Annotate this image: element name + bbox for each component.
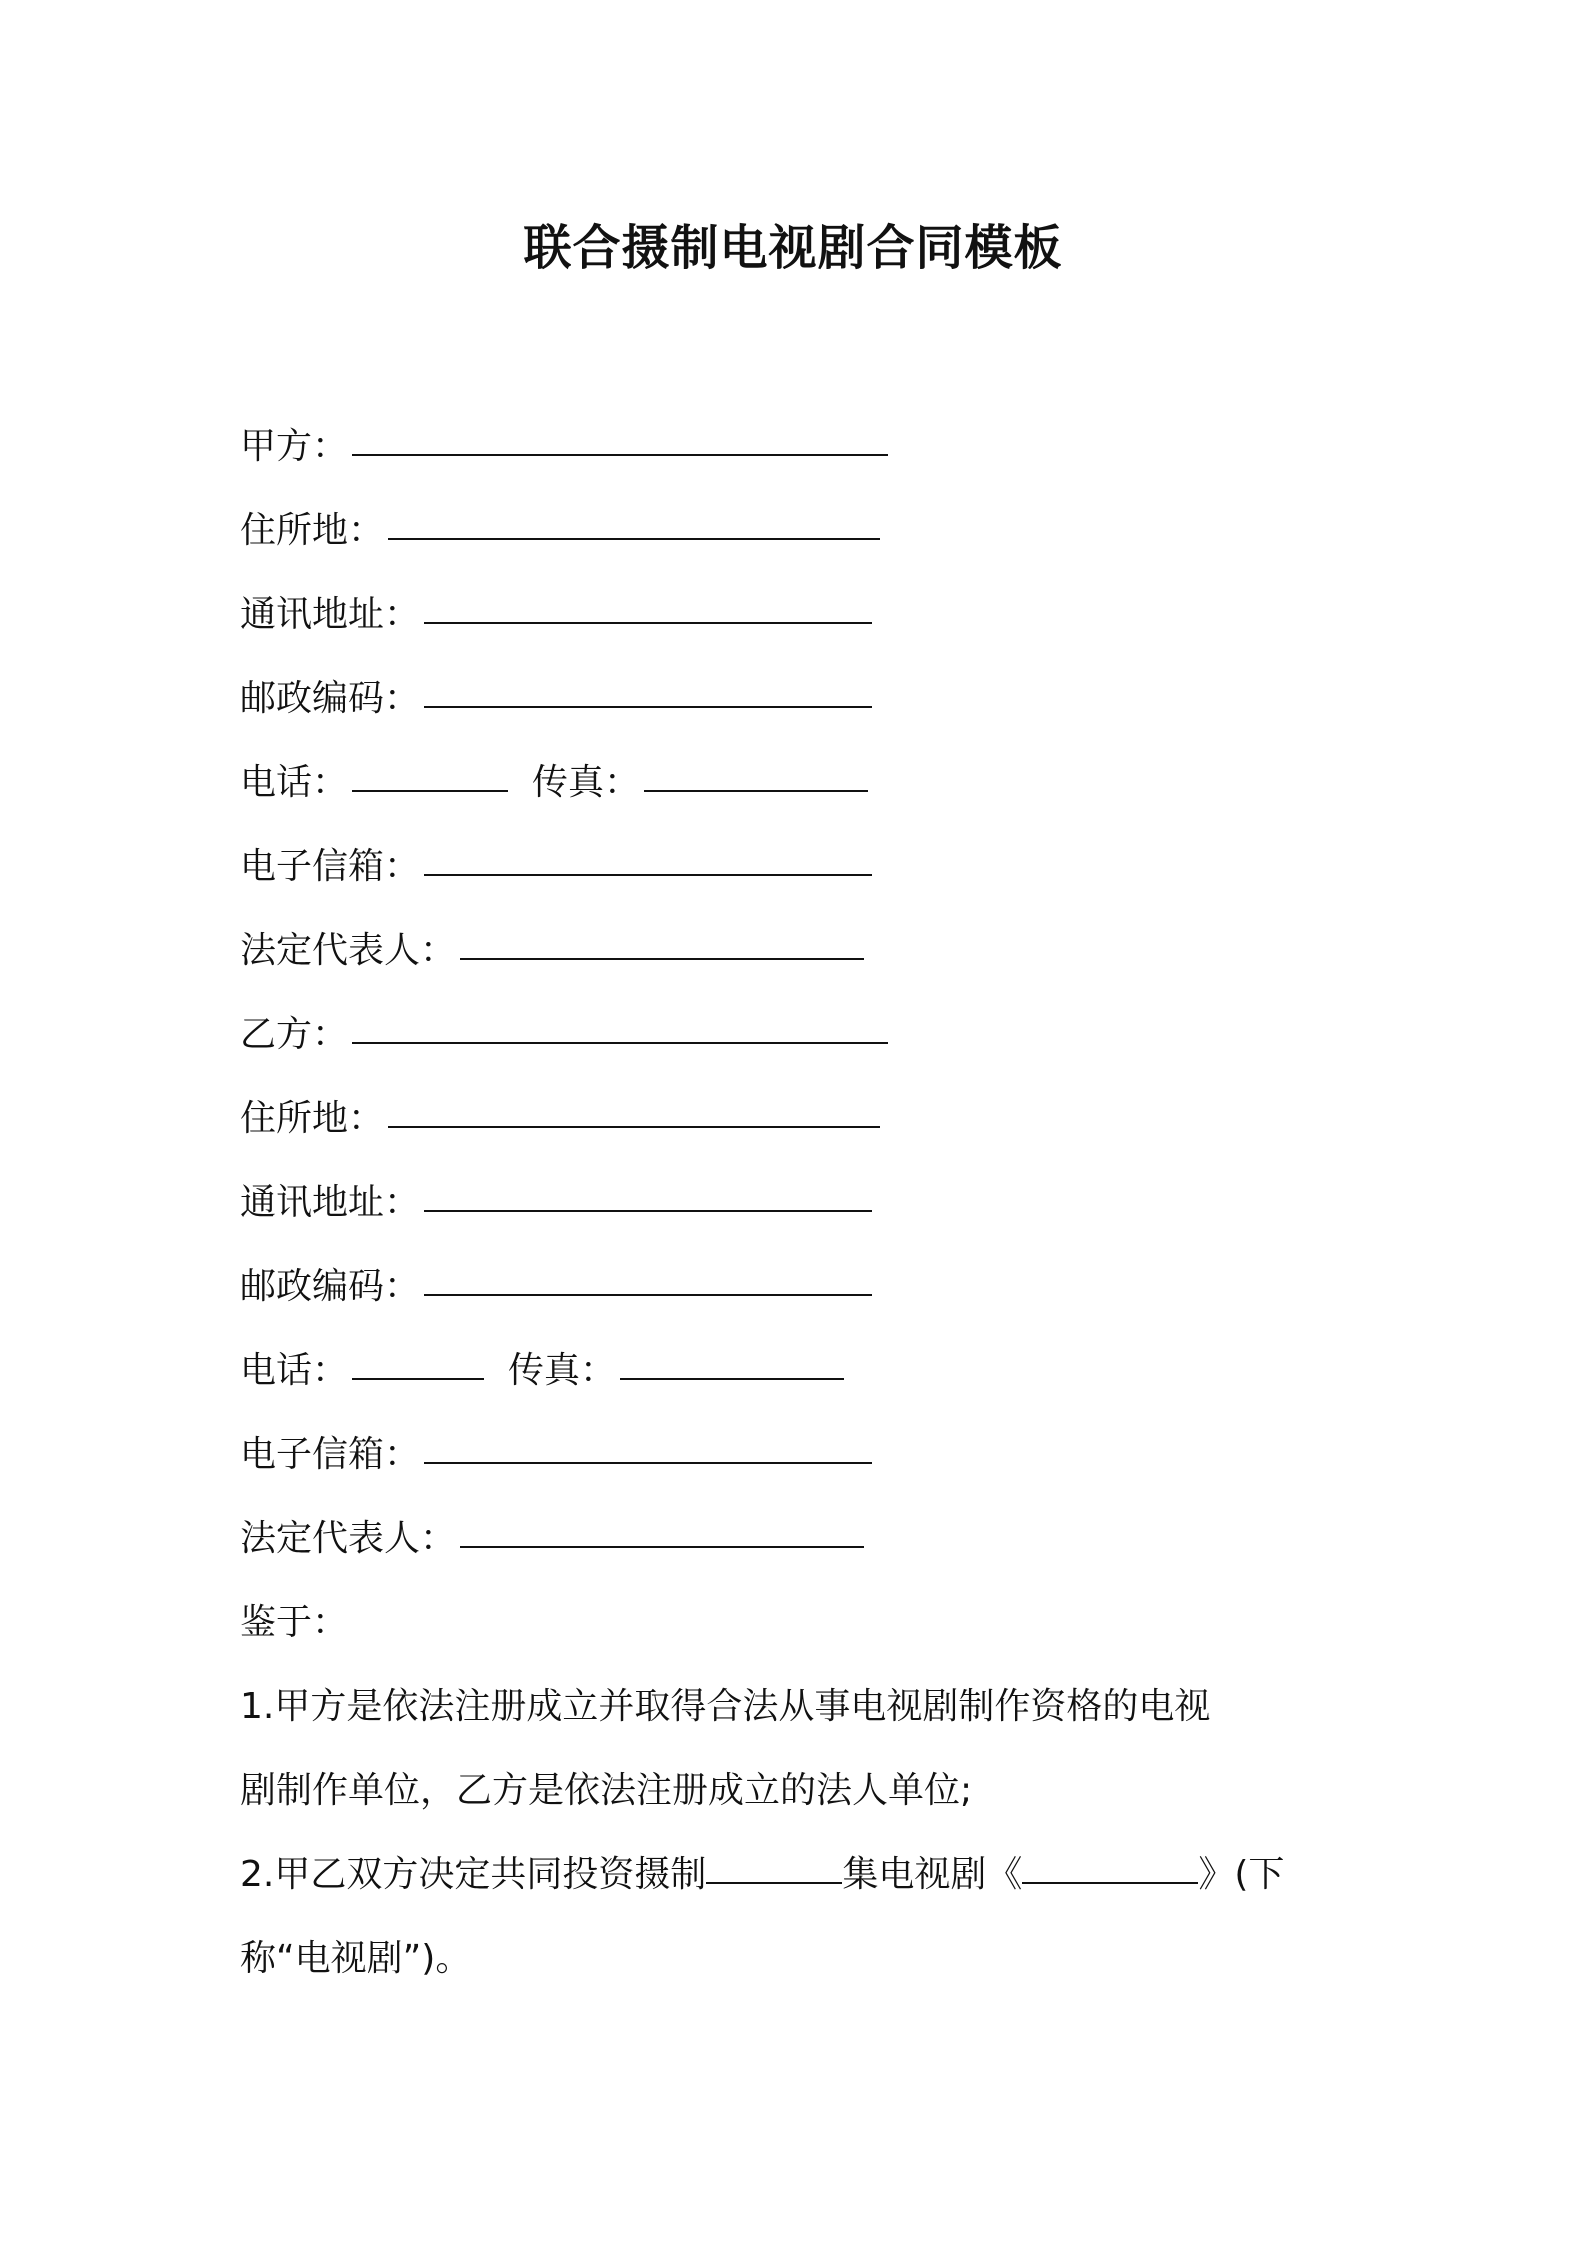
party-b-postal-field[interactable] [424,1294,872,1296]
party-b-fax-field[interactable] [620,1378,844,1380]
party-a-mailing-label: 通讯地址： [240,594,421,635]
party-b-email-row [240,1413,1360,1497]
party-b-name-field[interactable] [352,1042,888,1044]
party-a-email-field[interactable] [424,874,872,876]
party-a-name-field[interactable] [352,454,888,456]
episode-count-blank[interactable] [706,1882,842,1884]
drama-title-blank[interactable] [1022,1882,1198,1884]
recital-item-1-line-2: 剧制作单位，乙方是依法注册成立的法人单位; [240,1770,973,1811]
party-b-name-row [240,993,1360,1077]
recital-item-2-text-a: 2.甲乙双方决定共同投资摄制 [240,1854,707,1895]
party-a-name-row [240,405,1360,489]
recital-item-2-text-b: 集电视剧《 [842,1854,1023,1895]
party-a-legal-rep-field[interactable] [460,958,864,960]
party-b-legal-rep-label: 法定代表人： [240,1518,457,1559]
party-a-address-label: 住所地： [240,510,385,551]
party-a-phone-fax-row [240,741,1360,825]
party-b-legal-rep-row [240,1497,1360,1581]
party-a-legal-rep-label: 法定代表人： [240,930,457,971]
party-b-mailing-field[interactable] [424,1210,872,1212]
party-b-mailing-label: 通讯地址： [240,1182,421,1223]
party-b-phone-field[interactable] [352,1378,484,1380]
party-b-postal-label: 邮政编码： [240,1266,421,1307]
party-b-legal-rep-field[interactable] [460,1546,864,1548]
party-a-fax-field[interactable] [644,790,868,792]
party-b-phone-fax-row [240,1329,1360,1413]
party-a-mailing-field[interactable] [424,622,872,624]
party-b-mailing-row [240,1161,1360,1245]
party-a-name-label: 甲方： [240,426,349,467]
party-a-postal-field[interactable] [424,706,872,708]
document-title: 联合摄制电视剧合同模板 [523,220,1063,276]
party-a-mailing-row [240,573,1360,657]
recital-item-2-line-2: 称“电视剧”)。 [240,1938,472,1979]
party-a-fax-label: 传真： [532,762,641,803]
party-b-postal-row [240,1245,1360,1329]
party-b-address-label: 住所地： [240,1098,385,1139]
party-b-address-field[interactable] [388,1126,880,1128]
party-a-address-field[interactable] [388,538,880,540]
party-b-fax-label: 传真： [508,1350,617,1391]
party-a-email-label: 电子信箱： [240,846,421,887]
recitals-heading: 鉴于： [240,1602,349,1643]
party-b-address-row [240,1077,1360,1161]
document-body [240,405,1360,2001]
party-a-postal-label: 邮政编码： [240,678,421,719]
party-a-phone-label: 电话： [240,762,349,803]
party-a-address-row [240,489,1360,573]
party-b-name-label: 乙方： [240,1014,349,1055]
recital-item-1-line-1: 1.甲方是依法注册成立并取得合法从事电视剧制作资格的电视 [240,1686,1211,1727]
party-b-email-label: 电子信箱： [240,1434,421,1475]
party-b-phone-label: 电话： [240,1350,349,1391]
party-b-email-field[interactable] [424,1462,872,1464]
party-a-email-row [240,825,1360,909]
party-a-postal-row [240,657,1360,741]
recital-item-2-line-1 [240,1833,1360,1917]
recital-item-2-text-c: 》(下 [1198,1854,1285,1895]
party-a-legal-rep-row [240,909,1360,993]
party-a-phone-field[interactable] [352,790,508,792]
